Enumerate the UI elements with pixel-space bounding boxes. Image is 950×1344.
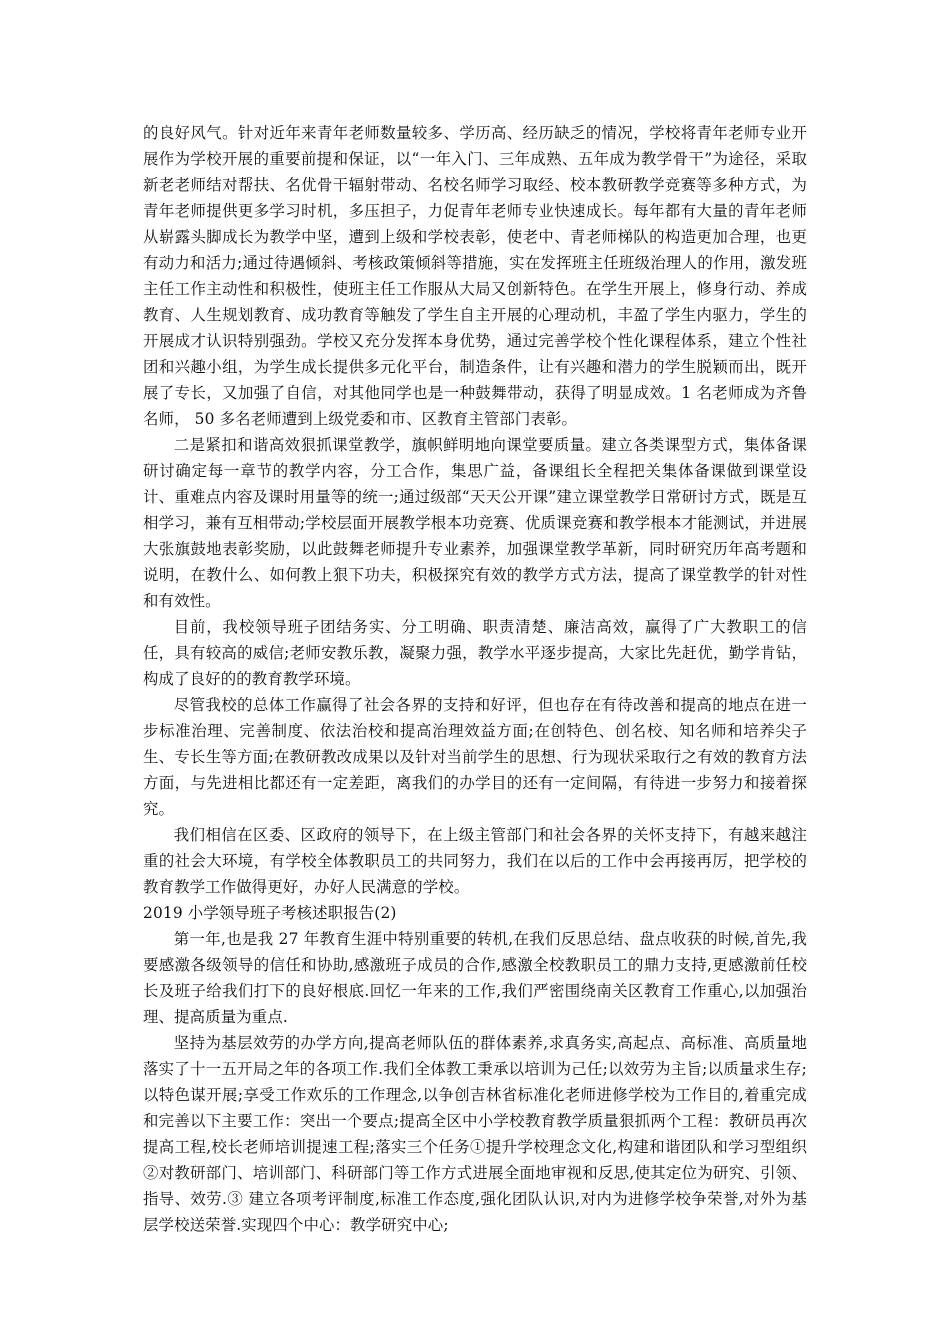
- paragraph-shortcomings: 尽管我校的总体工作赢得了社会各界的支持和好评，但也存在有待改善和提高的地点在进一步标准治理、完善制度、依法治校和提高治理效益方面;在创特色、创名校、知名师和培养尖子生、专长生等方面;在教研教改成果以及针对当前学生的思想、行为现状采取行之有效的教育方法方面，与先进相比都还有一定差距，离我们的办学目的还有一定间隔，有待进一步努力和接着探究。: [143, 696, 807, 818]
- paragraph-leadership-team: 目前，我校领导班子团结务实、分工明确、职责清楚、廉洁高效，赢得了广大教职工的信任，具有较高的威信;老师安教乐教，凝聚力强，教学水平逐步提高，大家比先赶优，勤学肯钻，构成了良好的的教育教学环境。: [143, 618, 807, 688]
- paragraph-first-year: 第一年,也是我 27 年教育生涯中特别重要的转机,在我们反思总结、盘点收获的时候,首先,我要感激各级领导的信任和协助,感激班子成员的合作,感激全校教职员工的鼎力支持,更感激前任校长及班子给我们打下的良好根底.回忆一年来的工作,我们严密围绕南关区教育工作重心,以加强治理、提高质量为重点.: [143, 930, 807, 1026]
- paragraph-classroom-teaching: 二是紧扣和谐高效狠抓课堂教学，旗帜鲜明地向课堂要质量。建立各类课型方式，集体备课研讨确定每一章节的教学内容，分工合作，集思广益，备课组长全程把关集体备课做到课堂设计、重难点内容及课时用量等的统一;通过级部“天天公开课”建立课堂教学日常研讨方式，既是互相学习，兼有互相带动;学校层面开展教学根本功竞赛、优质课竞赛和教学根本才能测试，并进展大张旗鼓地表彰奖励，以此鼓舞老师提升专业素养，加强课堂教学革新，同时研究历年高考题和说明，在教什么、如何教上狠下功夫，积极探究有效的教学方式方法，提高了课堂教学的针对性和有效性。: [143, 436, 807, 610]
- paragraph-outlook: 我们相信在区委、区政府的领导下，在上级主管部门和社会各界的关怀支持下，有越来越注重的社会大环境，有学校全体教职员工的共同努力，我们在以后的工作中会再接再厉，把学校的教育教学工作做得更好，办好人民满意的学校。: [143, 826, 807, 896]
- document-body: [143, 120, 807, 1238]
- paragraph-continuation: 的良好风气。针对近年来青年老师数量较多、学历高、经历缺乏的情况，学校将青年老师专业开展作为学校开展的重要前提和保证，以“一年入门、三年成熟、五年成为教学骨干”为途径，采取新老老师结对帮扶、名优骨干辐射带动、名校名师学习取经、校本教研教学竞赛等多种方式，为青年老师提供更多学习时机，多压担子，力促青年老师专业快速成长。每年都有大量的青年老师从崭露头脚成长为教学中坚，遭到上级和学校表彰，使老中、青老师梯队的构造更加合理，也更有动力和活力;通过待遇倾斜、考核政策倾斜等措施，实在发挥班主任班级治理人的作用，激发班主任工作主动性和积极性，使班主任工作服从大局又创新特色。在学生开展上，修身行动、养成教育、人生规划教育、成功教育等触发了学生自主开展的心理动机，丰盈了学生内驱力，学生的开展成才认识特别强劲。学校又充分发挥本身优势，通过完善学校个性化课程体系，建立个性社团和兴趣小组，为学生成长提供多元化平台，制造条件，让有兴趣和潜力的学生脱颖而出，既开展了专长，又加强了自信，对其他同学也是一种鼓舞带动，获得了明显成效。1 名老师成为齐鲁名师， 50 多名老师遭到上级党委和市、区教育主管部门表彰。: [143, 124, 807, 428]
- paragraph-service-direction: 坚持为基层效劳的办学方向,提高老师队伍的群体素养,求真务实,高起点、高标准、高质量地落实了十一五开局之年的各项工作.我们全体教工秉承以培训为己任;以效劳为主旨;以质量求生存;以特色谋开展;享受工作欢乐的工作理念,以争创吉林省标准化老师进修学校为工作目的,着重完成和完善以下主要工作：突出一个要点;提高全区中小学校教育教学质量狠抓两个工程：教研员再次提高工程,校长老师培训提速工程;落实三个任务①提升学校理念文化,构建和谐团队和学习型组织②对教研部门、培训部门、科研部门等工作方式进展全面地审视和反思,使其定位为研究、引领、指导、效劳.③ 建立各项考评制度,标准工作态度,强化团队认识,对内为进修学校争荣誉,对外为基层学校送荣誉.实现四个中心：教学研究中心;: [143, 1034, 807, 1234]
- section-heading: 2019 小学领导班子考核述职报告(2): [143, 904, 397, 922]
